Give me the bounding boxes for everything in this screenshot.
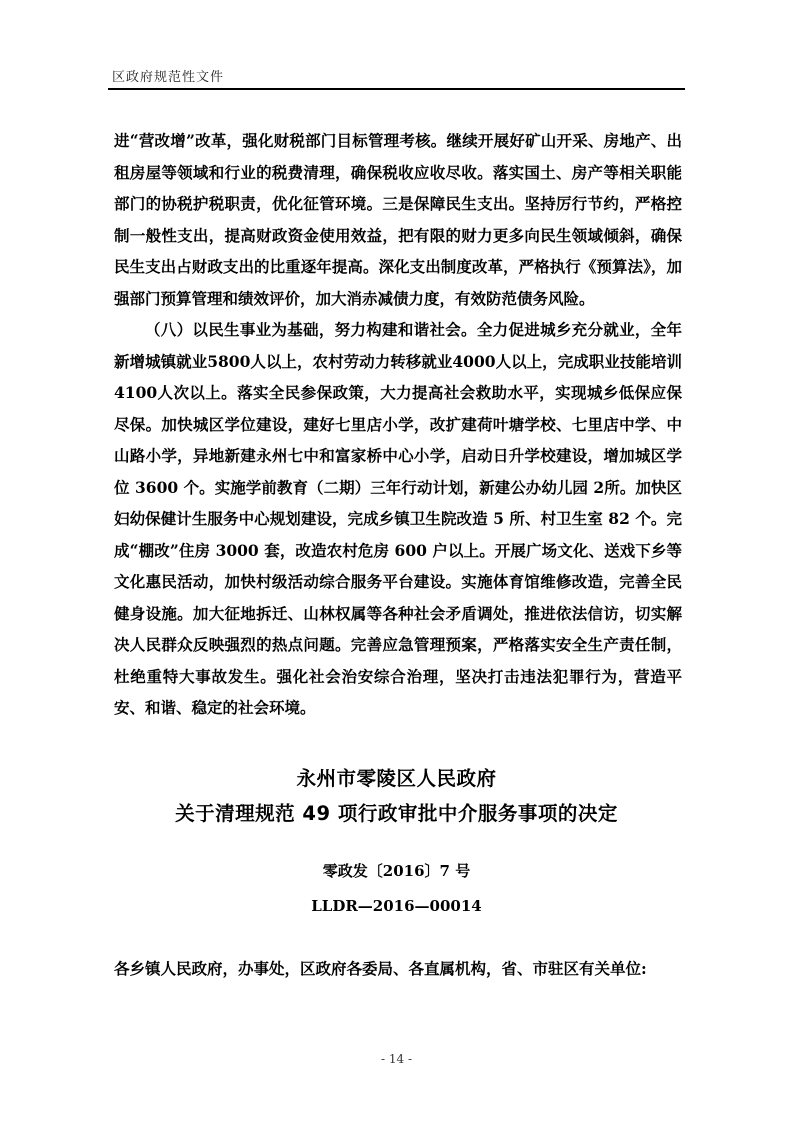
registration-number: LLDR—2016—00014: [311, 897, 482, 915]
paragraph-livelihood: （八）以民生事业为基础，努力构建和谐社会。全力促进城乡充分就业，全年新增城镇就业5800人以上，农村劳动力转移就业4000人以上，完成职业技能培训4100人次以上。落实全民参保政策，大力提高社会救助水平，实现城乡低保应保尽保。加快城区学位建设，建好七里店小学，改扩建荷叶塘学校、七里店中学、中山路小学，异地新建永州七中和富家桥中心小学，启动日升学校建设，增加城区学位 3600 个。实施学前教育（二期）三年行动计划，新建公办幼儿园 2所。加快区妇幼保健计生服务中心规划建设，完成乡镇卫生院改造 5 所、村卫生室 82 个。完成“棚改”住房 3000 套，改造农村危房 600 户以上。开展广场文化、送戏下乡等文化惠民活动，加快村级活动综合服务平台建设。实施体育馆维修改造，完善全民健身设施。加大征地拆迁、山林权属等各种社会矛盾调处，推进依法信访，切实解决人民群众反映强烈的热点问题。完善应急管理预案，严格落实安全生产责任制，杜绝重特大事故发生。强化社会治安综合治理，坚决打击违法犯罪行为，营造平安、和谐、稳定的社会环境。: [114, 320, 682, 717]
document-title-line1: 永州市零陵区人民政府: [296, 767, 497, 790]
document-number: 零政发〔2016〕7 号: [322, 862, 471, 880]
body-text: [114, 125, 682, 724]
running-header: 区政府规范性文件: [112, 70, 225, 85]
page-number: - 14 -: [380, 1052, 412, 1066]
paragraph-fiscal: 进“营改增”改革，强化财税部门目标管理考核。继续开展好矿山开采、房地产、出租房屋等领域和行业的税费清理，确保税收应收尽收。落实国土、房产等相关职能部门的协税护税职责，优化征管环境。三是保障民生支出。坚持厉行节约，严格控制一般性支出，提高财政资金使用效益，把有限的财力更多向民生领域倾斜，确保民生支出占财政支出的比重逐年提高。深化支出制度改革，严格执行《预算法》，加强部门预算管理和绩效评价，加大消赤减债力度，有效防范债务风险。: [114, 131, 682, 308]
header-divider: [108, 88, 685, 90]
document-title-line2: 关于清理规范 49 项行政审批中介服务事项的决定: [175, 802, 618, 825]
salutation: 各乡镇人民政府，办事处，区政府各委局、各直属机构，省、市驻区有关单位:: [114, 959, 647, 978]
